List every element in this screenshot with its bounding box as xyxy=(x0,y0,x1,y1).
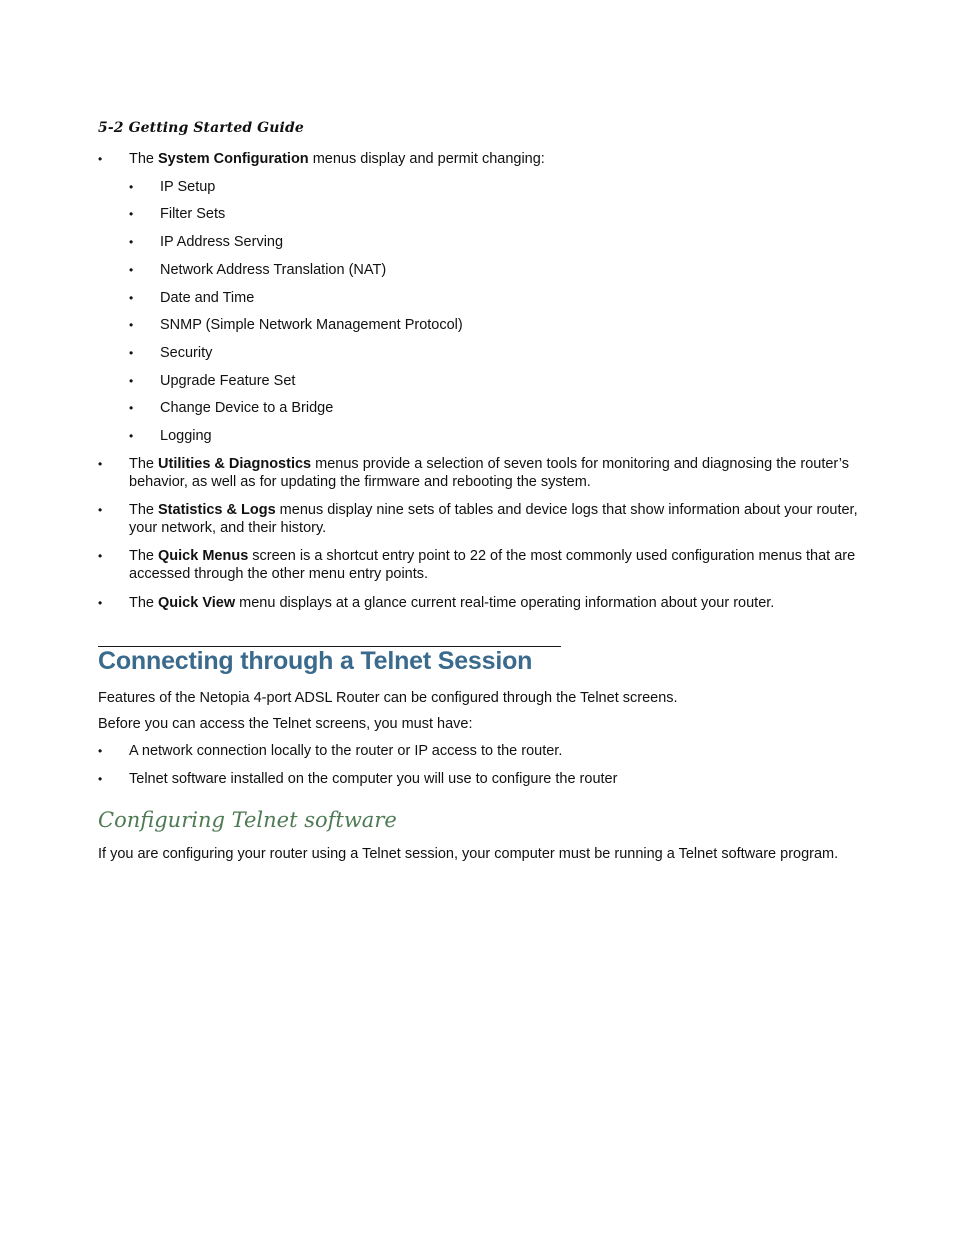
sub-list-item: • Network Address Translation (NAT) xyxy=(129,262,387,278)
bold-term: Quick Menus xyxy=(158,548,249,564)
paragraph: If you are configuring your router using a Telnet session, your computer must be running a Telnet software program. xyxy=(98,846,839,862)
bullet-icon: • xyxy=(98,152,103,166)
bold-term: System Configuration xyxy=(158,151,309,167)
bullet-icon: • xyxy=(129,318,134,332)
list-item: • The Utilities & Diagnostics menus provide a selection of seven tools for monitoring and diagnosing the router’s behavior, as well as for updating the firmware and rebooting the system. xyxy=(98,456,850,490)
sub-list-item: • Change Device to a Bridge xyxy=(129,400,334,416)
bullet-icon: • xyxy=(98,549,103,563)
bullet-icon: • xyxy=(129,374,134,388)
bullet-icon: • xyxy=(129,180,134,194)
bullet-icon: • xyxy=(98,744,103,758)
bullet-icon: • xyxy=(98,457,103,471)
subsection-title: Configuring Telnet software xyxy=(98,808,397,832)
bold-term: Statistics & Logs xyxy=(158,502,276,518)
bold-term: Utilities & Diagnostics xyxy=(158,456,312,472)
sub-list-item: • Security xyxy=(129,345,213,361)
list-item: • The System Configuration menus display and permit changing: xyxy=(98,151,545,167)
sub-list-item: • IP Setup xyxy=(129,179,216,195)
sub-list-item: • Date and Time xyxy=(129,290,255,306)
list-item: • The Statistics & Logs menus display nine sets of tables and device logs that show information about your router, your network, and their history. xyxy=(98,502,858,536)
sub-list-item: • Filter Sets xyxy=(129,206,226,222)
bold-term: Quick View xyxy=(158,595,236,611)
paragraph: Before you can access the Telnet screens, you must have: xyxy=(98,716,473,732)
list-item: • A network connection locally to the router or IP access to the router. xyxy=(98,743,563,759)
sub-list-item: • Logging xyxy=(129,428,212,444)
bullet-icon: • xyxy=(129,263,134,277)
sub-list-item: • SNMP (Simple Network Management Protocol) xyxy=(129,317,463,333)
bullet-icon: • xyxy=(98,596,103,610)
bullet-icon: • xyxy=(129,235,134,249)
list-item: • The Quick View menu displays at a glance current real-time operating information about your router. xyxy=(98,595,775,611)
bullet-icon: • xyxy=(129,207,134,221)
list-item: • Telnet software installed on the computer you will use to configure the router xyxy=(98,771,618,787)
list-item: • The Quick Menus screen is a shortcut entry point to 22 of the most commonly used configuration menus that are accessed through the other menu entry points. xyxy=(98,548,856,582)
sub-list-item: • IP Address Serving xyxy=(129,234,284,250)
bullet-icon: • xyxy=(129,291,134,305)
bullet-icon: • xyxy=(129,346,134,360)
paragraph: Features of the Netopia 4-port ADSL Router can be configured through the Telnet screens. xyxy=(98,690,678,706)
bullet-icon: • xyxy=(129,401,134,415)
section-title: Connecting through a Telnet Session xyxy=(98,647,533,675)
bullet-icon: • xyxy=(98,772,103,786)
bullet-icon: • xyxy=(129,429,134,443)
bullet-icon: • xyxy=(98,503,103,517)
sub-list-item: • Upgrade Feature Set xyxy=(129,373,296,389)
page-header: 5-2 Getting Started Guide xyxy=(98,120,304,136)
